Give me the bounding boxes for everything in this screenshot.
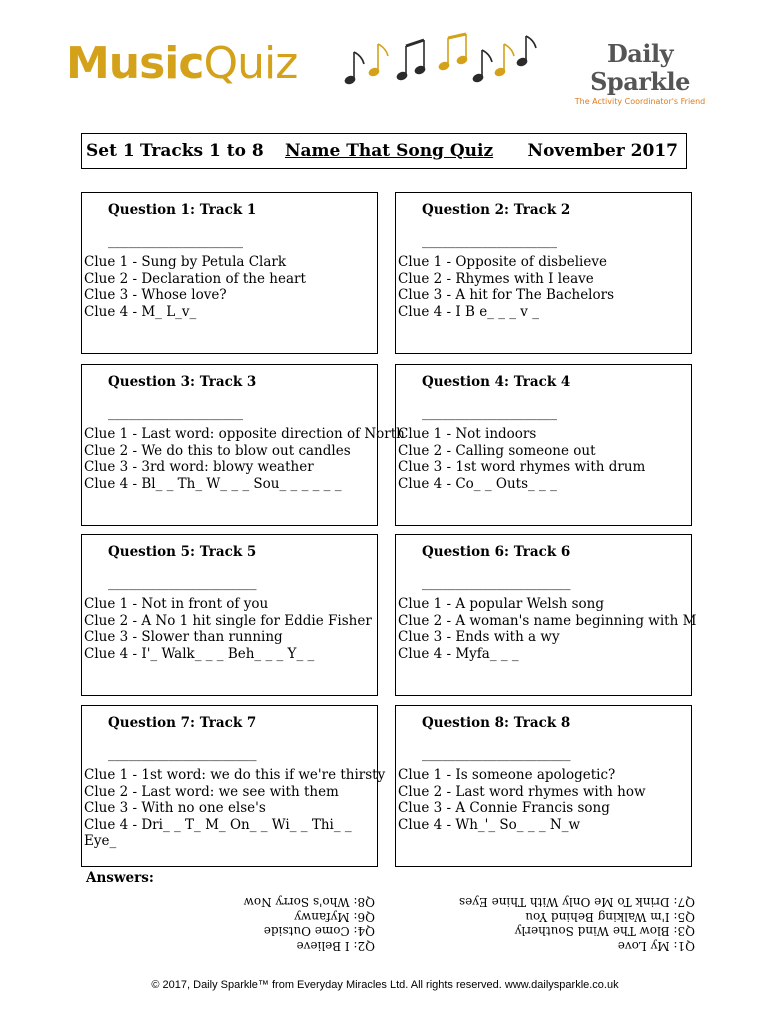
clue: Clue 1 - Not in front of you [84,596,269,612]
clue: Clue 4 - Wh_'_ So_ _ _ N_w [398,816,581,833]
logo-quiz-text: Quiz [203,38,298,89]
answer-line: ______________________ [422,746,571,762]
answer-item: Q7: Drink To Me Only With Thine Eyes [459,895,695,910]
clue: Clue 1 - 1st word: we do this if we're thirsty [84,767,386,783]
answer-item: Q5: I'm Walking Behind You [525,910,695,924]
clue: Clue 4 - Co_ _ Outs_ _ _ [398,475,557,492]
clue-list [84,254,377,320]
question-box [81,364,405,526]
clue: Clue 3 - Ends with a wy [398,629,560,645]
question-box [81,192,378,354]
brand-name: Daily Sparkle [590,39,690,96]
clue: Clue 2 - A woman's name beginning with M [398,612,697,629]
clue: Clue 2 - Last word rhymes with how [398,783,646,800]
music-notes-icon [340,30,540,90]
clue: Clue 3 - Whose love? [84,287,227,303]
answer-line: ____________________ [422,233,557,249]
question-box [81,534,378,696]
clue: Clue 1 - A popular Welsh song [398,596,605,612]
set-number: Set 1 [86,141,135,161]
clue: Clue 1 - Last word: opposite direction of North [84,426,405,442]
clue-list [398,254,691,320]
quiz-date: November 2017 [527,141,678,161]
answer-item: Q1: My Love [617,939,695,953]
clue: Clue 4 - M_ L_v_ [84,303,197,320]
clue: Clue 3 - 1st word rhymes with drum [398,459,646,475]
answer-line: ____________________ [108,233,243,249]
clue-list [398,596,697,662]
question-box [81,705,386,867]
set-tracks: Tracks 1 to 8 [140,141,264,161]
clue: Clue 1 - Not indoors [398,426,537,442]
clue-list [398,426,691,492]
clue: Clue 2 - Rhymes with I leave [398,270,594,287]
copyright-footer: © 2017, Daily Sparkle™ from Everyday Miracles Ltd. All rights reserved. www.dailysparkle.co.uk [151,979,619,991]
answers-column [244,895,375,953]
answer-item: Q4: Come Outside [263,924,375,939]
clue-list [84,596,377,662]
answer-item: Q2: I Believe [296,939,375,953]
question-title: Question 8: Track 8 [422,715,571,731]
answer-item: Q3: Blow The Wind Southerly [514,924,695,939]
clue: Clue 3 - 3rd word: blowy weather [84,459,314,475]
question-box [395,534,697,696]
question-title: Question 1: Track 1 [108,202,257,218]
answer-item: Q6: Myfanwy [294,910,375,924]
answer-item: Q8: Who's Sorry Now [243,895,375,910]
answer-line: ______________________ [422,575,571,591]
music-quiz-logo [66,38,297,92]
quiz-title: Name That Song Quiz [285,141,494,161]
clue: Clue 1 - Opposite of disbelieve [398,254,607,270]
question-title: Question 2: Track 2 [422,202,571,218]
clue: Clue 2 - Calling someone out [398,442,596,459]
clue-list [398,767,691,833]
clue-list [84,767,386,850]
question-box [395,705,692,867]
brand-tagline: The Activity Coordinator's Friend [574,97,706,106]
clue: Clue 4 - Bl_ _ Th_ W_ _ _ Sou_ _ _ _ _ _ [84,475,342,492]
daily-sparkle-logo [565,40,715,106]
set-header [81,133,687,169]
answer-line: ____________________ [422,405,557,421]
logo-music-text: Music [66,38,204,89]
question-box [395,192,692,354]
question-box [395,364,692,526]
clue: Clue 3 - With no one else's [84,800,266,816]
answer-line: ______________________ [108,746,257,762]
clue: Clue 1 - Is someone apologetic? [398,767,616,783]
clue: Clue 2 - A No 1 hit single for Eddie Fisher [84,612,372,629]
clue: Clue 4 - Dri_ _ T_ M_ On_ _ Wi_ _ Thi_ _ Eye_ [84,816,352,849]
clue: Clue 3 - Slower than running [84,629,283,645]
clue: Clue 4 - I'_ Walk_ _ _ Beh_ _ _ Y_ _ [84,645,315,662]
answers-column [459,895,695,953]
clue: Clue 3 - A Connie Francis song [398,800,610,816]
answers-label: Answers: [86,870,154,886]
clue-list [84,426,405,492]
question-title: Question 7: Track 7 [108,715,257,731]
clue: Clue 2 - We do this to blow out candles [84,442,351,459]
upside-down-answers [243,883,695,953]
question-title: Question 4: Track 4 [422,374,571,390]
clue: Clue 2 - Last word: we see with them [84,783,339,800]
clue: Clue 2 - Declaration of the heart [84,270,306,287]
answer-line: ____________________ [108,405,243,421]
question-title: Question 5: Track 5 [108,544,257,560]
clue: Clue 4 - Myfa_ _ _ [398,645,519,662]
question-title: Question 3: Track 3 [108,374,257,390]
question-title: Question 6: Track 6 [422,544,571,560]
clue: Clue 1 - Sung by Petula Clark [84,254,287,270]
clue: Clue 4 - I B e_ _ _ v _ [398,303,539,320]
answer-line: ______________________ [108,575,257,591]
clue: Clue 3 - A hit for The Bachelors [398,287,615,303]
